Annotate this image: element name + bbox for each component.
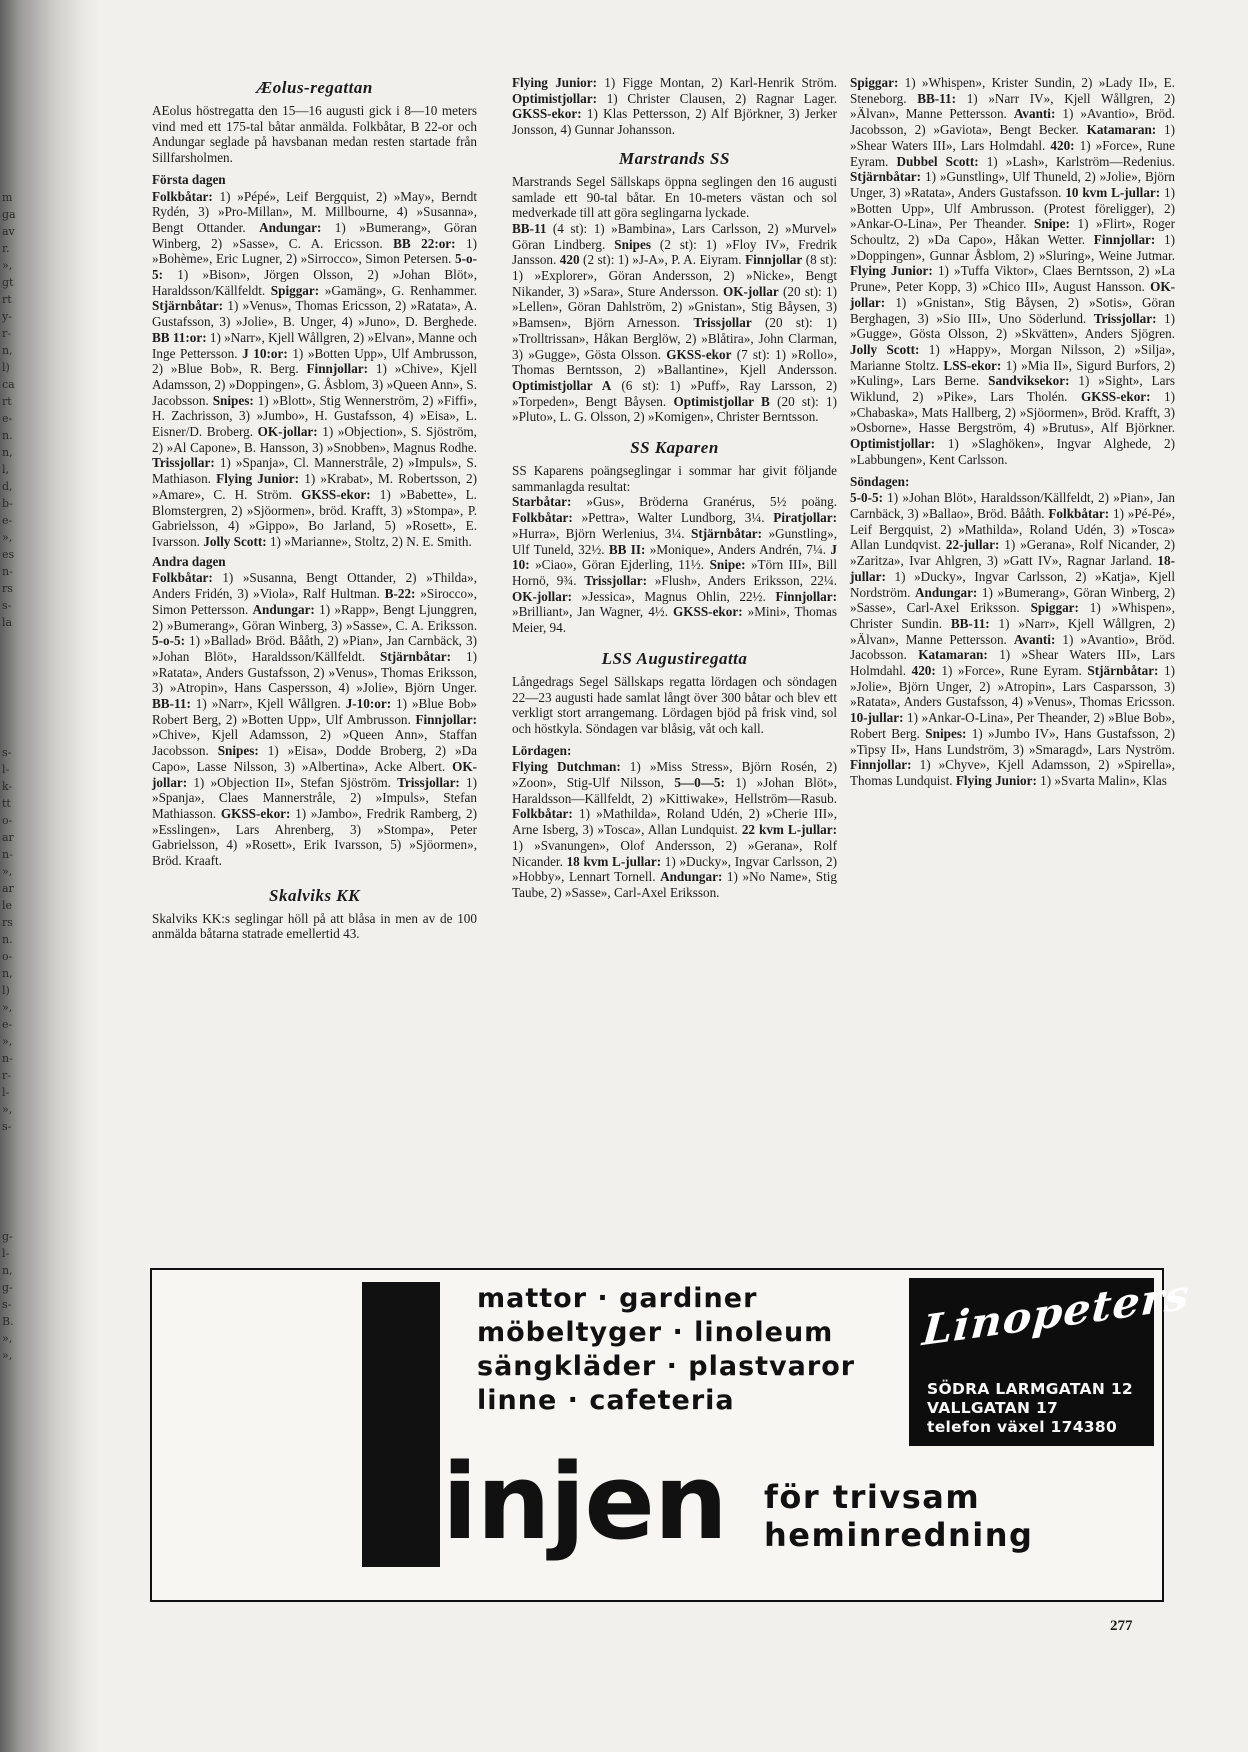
gutter-fragment: », <box>2 1103 13 1116</box>
class-label: Stjärnbåtar: <box>1087 663 1159 679</box>
gutter-fragment: o- <box>2 950 13 963</box>
class-results: 1) »Pépé», Leif Bergquist, 2) »May», Berndt Rydén, 3) »Pro-Millan», M. Millbourne, 4) »Susanna», Bengt Ottander. <box>152 188 477 235</box>
gutter-fragment: o- <box>2 814 13 827</box>
class-results: 1) »Shear Waters III», Lars Holmdahl. <box>850 122 1175 153</box>
gutter-fragment: l- <box>2 763 10 776</box>
class-label: 18-jullar: <box>850 553 1175 584</box>
class-results: »Gamäng», G. Renhammer. <box>319 282 477 298</box>
lss-saturday-continued <box>850 75 1175 468</box>
gutter-fragment: av <box>2 225 15 238</box>
lss-saturday-results <box>512 759 837 900</box>
class-label: Andungar: <box>660 869 723 885</box>
class-results: 1) »Force», Rune Eyram. <box>935 663 1088 679</box>
gutter-fragment: la <box>2 616 13 629</box>
class-label: GKSS-ekor: <box>673 604 743 620</box>
class-label: Flying Junior: <box>955 772 1037 788</box>
class-results: (20 st): 1) »Lellen», Göran Dahlström, 2) »Gnistan», Stig Båysen, 3) »Bamsen», Björn Arnesson. <box>512 283 837 331</box>
class-label: Optimistjollar B <box>673 393 770 409</box>
class-label: Snipes: <box>925 725 967 741</box>
class-results: 1) »Bison», Jörgen Olsson, 2) »Johan Blöt», Haraldsson/Källfeldt. <box>152 267 477 298</box>
class-results: 1) »Slaghöken», Ingvar Alghede, 2) »Labbungen», Kent Carlsson. <box>850 436 1175 467</box>
class-label: Trissjollar: <box>1093 310 1157 326</box>
class-results: »Pettra», Walter Lundborg, 3¼. <box>572 510 774 526</box>
class-label: 10 kvm L-jullar: <box>1065 184 1161 200</box>
class-results: »Gus», Bröderna Granérus, 5½ poäng. <box>571 494 837 510</box>
ad-linjen-word: injen <box>442 1441 727 1563</box>
gutter-fragment: l) <box>2 361 10 374</box>
ad-line-1: mattor · gardiner <box>477 1283 758 1314</box>
class-results: 1) »Botten Upp», Ulf Ambrusson, 2) »Blue Bob», R. Berg. <box>152 345 477 377</box>
class-results: »Ciao», Göran Ejderling, 11½. <box>529 557 710 573</box>
gutter-fragment: r- <box>2 1069 11 1082</box>
class-label: Sandviksekor: <box>988 373 1070 389</box>
class-label: 420 <box>559 252 580 268</box>
class-results: »Flush», Anders Eriksson, 22¼. <box>647 572 837 588</box>
class-results: 1) »Doppingen», Gunnar Åsblom, 2) »Sluring», Weine Jutmar. <box>850 232 1175 263</box>
class-results: 1) »Sight», Lars Wiklund, 2) »Pike», Lars Tholén. <box>850 373 1175 405</box>
class-results: (2 st): 1) »Floy IV», Fredrik Jansson. <box>512 236 837 268</box>
lss-intro: Långedrags Segel Sällskaps regatta lördagen och söndagen 22—23 augusti hade samlat långt över 300 båtar och blev ett verkligt stort arrangemang. Lördagen bjöd på frisk vind, sol och höstkyla. Söndagen var blåsig, våt och kall. <box>512 673 837 736</box>
class-results: 1) »Susanna, Bengt Ottander, 2) »Thilda», Anders Fridén, 3) »Viola», Ralf Hultman. <box>152 570 477 602</box>
heading-kaparen: SS Kaparen <box>630 438 719 458</box>
gutter-fragment: l) <box>2 984 10 997</box>
gutter-fragment: », <box>2 1035 13 1048</box>
class-label: BB II: <box>608 541 646 557</box>
class-results: »Monique», Anders Andrén, 7¼. <box>645 541 831 557</box>
class-results: 1) »Lash», Karlström—Redenius. <box>978 153 1176 169</box>
class-results: 1) »Rapp», Bengt Ljunggren, 2) »Bumerang», Göran Winberg, 3) »Sasse», C. A. Eriksson. <box>152 601 478 633</box>
class-label: Optimistjollar A <box>512 377 612 393</box>
class-label: BB-11 <box>512 220 547 236</box>
gutter-fragment: n- <box>2 565 13 578</box>
class-results: 1) »Spanja», Cl. Mannerstråle, 2) »Impuls», S. Mathiason. <box>152 455 477 487</box>
class-label: Snipes: <box>217 743 259 759</box>
gutter-fragment: ga <box>2 208 16 221</box>
gutter-fragment: l- <box>2 1247 10 1260</box>
class-label: Finnjollar <box>745 252 803 268</box>
class-results: 1) »Gnistan», Stig Båysen, 2) »Sotis», Göran Berghagen, 3) »Sio III», Uno Söderlund. <box>850 294 1175 326</box>
class-results: 1) »Chabaska», Mats Hallberg, 2) »Sjöormen», Bröd. Krafft, 3) »Osborne», Hasse Bergström, 4) »Brutus», Alf Björkner. <box>850 389 1175 436</box>
heading-skalviks: Skalviks KK <box>269 885 360 905</box>
class-results: 1) »Chyve», Kjell Adamsson, 2) »Spirella», Thomas Lundquist. <box>850 757 1175 788</box>
class-label: Finnjollar: <box>1093 232 1156 248</box>
class-label: Spiggar: <box>850 75 899 90</box>
class-results: 1) »Narr», Kjell Wållgren. <box>190 696 346 712</box>
class-results: 1) »No Name», Stig Taube, 2) »Sasse», Carl-Axel Eriksson. <box>512 869 837 900</box>
class-results: 1) »Johan Blöt», Haraldsson/Källfeldt, 2) »Pian», Jan Carnbäck, 3) »Ballao», Bröd. Bååth. <box>850 490 1175 521</box>
class-results: 1) »Botten Upp», Ulf Ambrusson. (Protest föreligger), 2) »Ankar-O-Lina», Per Theander. <box>850 184 1175 232</box>
class-results: 1) »Shear Waters III», Lars Holmdahl. <box>850 647 1175 679</box>
gutter-fragment: e- <box>2 514 13 527</box>
class-label: Spiggar: <box>270 282 320 298</box>
gutter-fragment: k- <box>2 780 13 793</box>
class-results: 1) »Whispen», Christer Sundin. <box>850 600 1175 631</box>
class-results: 1) »Krabat», M. Robertsson, 2) »Amare», C. H. Ström. <box>152 471 478 502</box>
gutter-fragment: n, <box>2 1264 13 1277</box>
gutter-fragment: b- <box>2 497 13 510</box>
class-label: Finnjollar: <box>306 361 369 377</box>
gkss-continued-results <box>512 75 837 138</box>
gutter-fragment: n- <box>2 848 13 861</box>
gutter-fragment: d, <box>2 480 13 493</box>
class-label: OK-jollar: <box>512 588 573 604</box>
class-results: (7 st): 1) »Rollo», Thomas Berntsson, 2) »Ballantine», Kjell Andersson. <box>512 346 837 378</box>
class-results: 1) »Avantio», Bröd. Jacobsson, 2) »Gaviota», Bengt Becker. <box>850 106 1175 138</box>
class-results: »Brilliant», Jan Wagner, 4½. <box>512 604 673 620</box>
gutter-fragment: es <box>2 548 15 561</box>
class-label: GKSS-ekor: <box>301 486 371 502</box>
class-results: 1) »Objection II», Stefan Sjöström. <box>187 774 398 790</box>
class-label: Jolly Scott: <box>203 533 267 549</box>
class-results: 1) »Chive», Kjell Adamsson, 2) »Doppingen», G. Åsblom, 3) »Queen Ann», S. Jacobsson. <box>152 361 477 408</box>
class-results: 1) Figge Montan, 2) Karl-Henrik Ström. <box>596 75 838 90</box>
class-label: B-22: <box>384 586 416 602</box>
class-results: »Sirocco», Simon Pettersson. <box>152 586 477 617</box>
class-results: 1) »Blue Bob» Robert Berg, 2) »Botten Upp», Ulf Ambrusson. <box>152 696 477 727</box>
class-results: »Chive», Kjell Adamsson, 2) »Queen Ann», Staffan Jacobsson. <box>152 727 477 759</box>
class-label: Stjärnbåtar: <box>690 525 763 541</box>
class-results: 1) »Bumerang», Göran Winberg, 2) »Sasse», C. A. Ericsson. <box>152 219 477 251</box>
class-results: 1) »Marianne», Stoltz, 2) N. E. Smith. <box>266 533 472 549</box>
class-results: 1) »Narr», Kjell Wållgren, 2) »Elvan», Manne och Inge Pettersson. <box>152 329 478 361</box>
class-label: 18 kvm L-jullar: <box>566 853 662 869</box>
class-label: Snipe: <box>1034 216 1070 232</box>
gutter-fragment: s- <box>2 1298 12 1311</box>
class-results: 1) »Babette», L. Blomstergren, 2) »Sjöormen», bröd. Krafft, 3) »Stompa», P. Gabrielsson, 4) »Gippo», Bo Jarland, 5) »Rosett», E. Ivarsson. <box>152 486 477 549</box>
class-label: Folkbåtar: <box>1048 505 1110 521</box>
class-results: 1) »Jambo», Fredrik Ramberg, 2) »Esslingen», Lars Ahrenberg, 3) »Stompa», Peter Gabrielsson, 4) »Rosett», Erik Ivarsson, 5) »Sjöormen», Bröd. Kraaft. <box>152 805 478 869</box>
class-label: Stjärnbåtar: <box>850 169 922 185</box>
aeolus-day2-results <box>152 570 477 868</box>
gutter-fragment: s- <box>2 1120 12 1133</box>
class-label: Starbåtar: <box>512 494 572 510</box>
class-label: BB-11: <box>917 90 957 106</box>
class-results: 1) »Force», Rune Eyram. <box>850 137 1175 169</box>
linopeters-box <box>909 1270 1192 1446</box>
class-label: Finnjollar: <box>775 588 837 604</box>
class-label: 10-jullar: <box>850 710 904 726</box>
subheading-saturday: Lördagen: <box>512 742 572 758</box>
heading-lss-augustiregatta: LSS Augustiregatta <box>601 648 748 668</box>
gutter-fragment: », <box>2 531 13 544</box>
class-label: Avanti: <box>1013 106 1056 122</box>
class-label: BB 22:or: <box>393 235 456 251</box>
gutter-fragment: », <box>2 1349 13 1362</box>
class-label: Andungar: <box>915 584 978 600</box>
class-label: Finnjollar: <box>850 757 912 773</box>
class-results: 1) »Mia II», Sigurd Burfors, 2) »Kuling», Lars Berne. <box>850 357 1175 389</box>
page-number: 277 <box>1110 1618 1133 1634</box>
class-results: 1) »Miss Stress», Björn Rosén, 2) »Zoon», Stig-Ulf Nilsson, <box>512 759 838 791</box>
class-label: Jolly Scott: <box>850 341 920 357</box>
subheading-second-day: Andra dagen <box>152 553 226 569</box>
gutter-fragment: n. <box>2 429 13 442</box>
class-results: 1) »Bohème», Eric Lugner, 2) »Sirrocco», Simon Petersen. <box>152 235 477 267</box>
gutter-fragment: n- <box>2 1052 13 1065</box>
class-label: OK-jollar: <box>850 279 1175 310</box>
class-label: Andungar: <box>259 219 322 235</box>
class-results: (20 st): 1) »Pluto», L. G. Olsson, 2) »Komigen», Christer Berntsson. <box>512 393 837 425</box>
gutter-fragment: ar <box>2 831 14 844</box>
kaparen-intro: SS Kaparens poängseglingar i sommar har givit följande sammanlagda resultat: <box>512 463 837 494</box>
class-results: 1) »Gunstling», Ulf Thuneld, 2) »Jolie», Björn Unger, 3) »Ratata», Anders Gustafsson. <box>850 169 1175 200</box>
aeolus-intro: AEolus höstregatta den 15—16 augusti gick i 8—10 meters vind med ett 175-tal båtar anmälda. Folkbåtar, B 22-or och Andungar seglade på havsbanan medan resten startade från Sillfarsholmen. <box>152 103 477 166</box>
gutter-fragment: », <box>2 1332 13 1345</box>
gutter-fragment: n. <box>2 933 13 946</box>
address-line-1: SÖDRA LARMGATAN 12 <box>927 1380 1133 1398</box>
gutter-fragment: s- <box>2 599 12 612</box>
class-label: J 10: <box>512 541 838 573</box>
class-label: OK-jollar: <box>257 424 318 440</box>
class-label: Folkbåtar: <box>152 570 213 586</box>
class-results: 1) »Tuffa Viktor», Claes Berntsson, 2) »La Prune», Peter Kopp, 3) »Chico III», August Hansson. <box>850 263 1175 295</box>
linopeters-logo: Linopeters <box>920 1270 1192 1355</box>
class-label: 420: <box>911 663 936 679</box>
class-label: Folkbåtar: <box>152 188 213 204</box>
class-results: 1) »Ballad» Bröd. Bååth, 2) »Pian», Jan Carnbäck, 3) »Johan Blöt», Haraldsson/Källfeldt. <box>152 633 477 664</box>
gutter-fragment: r- <box>2 327 11 340</box>
class-label: Trissjollar: <box>397 774 460 790</box>
class-results: »Törn III», Bill Hornö, 9¾. <box>512 557 837 588</box>
phone-line: telefon växel 174380 <box>927 1418 1118 1436</box>
class-label: Spiggar: <box>1030 600 1079 616</box>
ad-line-4: linne · cafeteria <box>477 1385 735 1416</box>
class-label: 5—0—5: <box>674 775 725 791</box>
class-results: 1) »Spanja», Claes Mannerstråle, 2) »Impuls», Stefan Mathiasson. <box>152 774 477 821</box>
class-label: Folkbåtar: <box>512 510 573 526</box>
class-label: BB 11:or: <box>152 329 207 345</box>
class-results: 1) Christer Clausen, 2) Ragnar Lager. <box>596 90 837 106</box>
gutter-fragment: tt <box>2 797 11 810</box>
class-label: Andungar: <box>252 601 315 617</box>
class-results: »Gunstling», Ulf Tuneld, 32½. <box>512 525 837 557</box>
ad-line-3: sängkläder · plastvaror <box>477 1351 856 1382</box>
class-results: »Hurra», Björn Werlenius, 3¼. <box>512 525 691 541</box>
class-label: 5-o-5: <box>152 633 185 649</box>
class-label: 22 kvm L-jullar: <box>741 822 838 838</box>
gutter-fragment: g- <box>2 1230 13 1243</box>
class-results: 1) »Eisa», Dodde Broberg, 2) »Da Capo», Lasse Nilsson, 3) »Albertina», Acke Albert. <box>152 743 477 774</box>
linjen-advertisement <box>150 1268 1192 1602</box>
class-results: 1) »Narr», Kjell Wållgren, 2) »Älvan», Manne Pettersson. <box>850 615 1175 647</box>
class-label: GKSS-ekor: <box>512 106 582 122</box>
gutter-fragment: ar <box>2 882 14 895</box>
class-results: 1) »Johan Blöt», Haraldsson—Källfeldt, 2) »Kittiwake», Hellström—Rasub. <box>512 775 837 806</box>
gutter-fragment: gt <box>2 276 14 289</box>
class-label: OK-jollar <box>723 283 779 299</box>
kaparen-results <box>512 494 837 635</box>
gutter-fragment: B. <box>2 1315 14 1328</box>
class-label: J-10:or: <box>345 696 392 712</box>
class-results: »Mini», Thomas Meier, 94. <box>512 604 837 636</box>
class-results: 1) »Ducky», Ingvar Carlsson, 2) »Hobby», Lennart Tornell. <box>512 853 837 885</box>
class-results: (6 st): 1) »Puff», Ray Larsson, 2) »Torpeden», Bengt Båysen. <box>512 377 838 409</box>
class-results: 1) »Mathilda», Roland Udén, 2) »Cherie III», Arne Isberg, 3) »Tosca», Allan Lundquist. <box>512 806 837 838</box>
class-results: 1) »Ducky», Ingvar Carlsson, 2) »Katja», Kjell Nordström. <box>850 568 1175 600</box>
class-results: 1) »Ankar-O-Lina», Per Theander, 2) »Blue Bob», Robert Berg. <box>850 710 1175 741</box>
class-results: 1) »Pé-Pé», Leif Bergquist, 2) »Mathilda», Roland Udén, 3) »Tosca» Allan Lundqvist. <box>850 505 1175 553</box>
class-results: 1) »Bumerang», Göran Winberg, 2) »Sasse», Carl-Axel Eriksson. <box>850 584 1175 616</box>
gutter-fragment: s- <box>2 746 12 759</box>
gutter-fragment: ca <box>2 378 15 391</box>
class-label: Flying Junior: <box>216 471 300 487</box>
class-label: Katamaran: <box>1086 122 1157 138</box>
class-results: 1) »Jumbo IV», Hans Gustafsson, 2) »Tipsy II», Hans Lundström, 3) »Smaragd», Lars Nyström. <box>850 725 1175 757</box>
marstrands-results <box>512 221 837 425</box>
gutter-fragment: y- <box>2 310 12 323</box>
class-label: J 10:or: <box>242 345 288 361</box>
ad-slogan-line-2: heminredning <box>764 1516 1034 1554</box>
class-label: Snipes: <box>212 392 254 408</box>
class-label: Finnjollar: <box>415 711 477 727</box>
class-label: GKSS-ekor <box>666 346 732 362</box>
class-label: LSS-ekor: <box>943 357 1002 373</box>
gutter-fragment: l- <box>2 1086 10 1099</box>
class-label: Stjärnbåtar: <box>152 298 224 314</box>
address-line-2: VALLGATAN 17 <box>927 1399 1059 1417</box>
class-results: 1) »Flirt», Roger Schoultz, 2) »Da Capo», Håkan Wetter. <box>850 216 1175 248</box>
class-label: Trissjollar <box>693 315 752 331</box>
class-label: BB-11: <box>950 615 990 631</box>
class-label: 5-0-5: <box>850 490 883 506</box>
column-1 <box>152 75 477 942</box>
class-results: 1) »Happy», Morgan Nilsson, 2) »Silja», Marianne Stoltz. <box>850 341 1175 373</box>
lss-sunday-results <box>850 490 1175 788</box>
class-results: 1) »Gerana», Rolf Nicander, 2) »Zaritza», Ivar Ahlgren, 3) »Gatt IV», Ragnar Jarland. <box>850 537 1175 569</box>
gutter-fragment: rs <box>2 582 13 595</box>
column-3 <box>850 75 1175 789</box>
column-2 <box>512 75 837 901</box>
ad-slogan-line-1: för trivsam <box>764 1478 981 1516</box>
class-results: (4 st): 1) »Bambina», Lars Carlsson, 2) »Murvel» Göran Lindberg. <box>512 220 837 252</box>
class-label: BB-11: <box>152 696 191 712</box>
class-label: Optimistjollar: <box>512 90 597 106</box>
gutter-fragment: m <box>2 191 13 204</box>
class-label: Katamaran: <box>918 647 988 663</box>
class-label: OK-jollar: <box>152 758 477 790</box>
gutter-fragment: e- <box>2 412 13 425</box>
class-label: Folkbåtar: <box>512 806 573 822</box>
class-label: 420: <box>1050 137 1075 153</box>
class-results: (20 st): 1) »Trolltrissan», Håkan Berglöw, 2) »Blåtira», John Clarman, 3) »Gugge», Gösta Olsson. <box>512 315 837 362</box>
class-label: Stjärnbåtar: <box>379 648 452 664</box>
class-label: Piratjollar: <box>773 510 837 526</box>
class-label: Snipes <box>614 236 651 252</box>
gutter-fragment: r. <box>2 242 10 255</box>
aeolus-day1-results <box>152 189 477 550</box>
heading-marstrands: Marstrands SS <box>619 148 730 168</box>
gutter-fragment: e- <box>2 1018 13 1031</box>
gutter-fragment: n, <box>2 446 13 459</box>
class-label: Snipe: <box>709 557 746 573</box>
heading-aeolus: Æolus-regattan <box>256 78 373 97</box>
gutter-fragment: », <box>2 1001 13 1014</box>
class-label: Trissjollar: <box>584 572 648 588</box>
class-results: 1) »Blott», Stig Wennerström, 2) »Fiffi», H. Zachrisson, 3) »Jumbo», H. Gustafsson, 4) »Eisa», L. Eisner/D. Broberg. <box>152 392 477 440</box>
class-results: 1) »Narr IV», Kjell Wållgren, 2) »Älvan», Manne Pettersson. <box>850 90 1175 122</box>
class-results: 1) »Svanungen», Olof Andersson, 2) »Gerana», Rolf Nicander. <box>512 837 837 869</box>
gutter-fragment: l, <box>2 463 10 476</box>
class-label: Flying Junior: <box>512 75 597 90</box>
gutter-fragment: rs <box>2 916 13 929</box>
class-results: 1) »Gugge», Gösta Olsson, 2) »Skvätten», Anders Sjögren. <box>850 310 1175 342</box>
class-label: Trissjollar: <box>152 455 215 471</box>
class-label: GKSS-ekor: <box>220 805 291 821</box>
gutter-fragment: n, <box>2 967 13 980</box>
gutter-fragment: n, <box>2 344 13 357</box>
class-label: Optimistjollar: <box>850 436 935 452</box>
gutter-fragment: rt <box>2 395 12 408</box>
class-label: Dubbel Scott: <box>896 153 979 169</box>
gutter-fragment: rt <box>2 293 12 306</box>
class-results: 1) »Objection», S. Sjöström, 2) »Al Capone», B. Hansson, 3) »Snobben», Magnus Rodhe. <box>152 424 477 455</box>
class-results: 1) »Jolie», Björn Unger, 2) »Atropin», Lars Casparsson, 3) »Ratata», Anders Gustafsson, 4) »Venus», Thomas Ericsson. <box>850 663 1175 710</box>
class-results: 1) »Venus», Thomas Ericsson, 2) »Ratata», A. Gustafsson, 3) »Jolie», B. Unger, 4) »Juno», D. Berghede. <box>152 298 477 330</box>
marstrands-intro: Marstrands Segel Sällskaps öppna seglingen den 16 augusti samlade ett 90-tal båtar. En 10-meters västan och sol medverkade till att göra seglingarna lyckade. <box>512 173 837 221</box>
class-results: 1) Klas Pettersson, 2) Alf Björkner, 3) Jerker Jonsson, 4) Gunnar Johansson. <box>512 106 837 138</box>
class-label: Avanti: <box>1013 631 1056 647</box>
gutter-fragment: », <box>2 865 13 878</box>
class-label: Flying Dutchman: <box>512 759 621 775</box>
class-results: (8 st): 1) »Explorer», Göran Andersson, 2) »Nicke», Bengt Nikander, 3) »Sara», Sture Andersson. <box>512 252 837 299</box>
class-results: 1) »Ratata», Anders Gustafsson, 2) »Venus», Thomas Eriksson, 3) »Atropin», Hans Caspersson, 4) »Jolie», Björn Unger. <box>152 648 477 696</box>
class-results: 1) »Svarta Malin», Klas <box>1036 772 1167 788</box>
class-label: 22-jullar: <box>945 537 1000 553</box>
gutter-fragment: », <box>2 259 13 272</box>
class-label: GKSS-ekor: <box>1080 389 1151 405</box>
class-label: Flying Junior: <box>850 263 933 279</box>
class-label: 5-o-5: <box>152 251 477 283</box>
gutter-fragment: le <box>2 899 13 912</box>
subheading-first-day: Första dagen <box>152 171 226 187</box>
skalviks-text: Skalviks KK:s seglingar höll på att blåsa in men av de 100 anmälda båtarna statrade emellertid 43. <box>152 910 477 942</box>
class-results: »Jessica», Magnus Ohlin, 22½. <box>572 588 776 604</box>
class-results: 1) »Whispen», Krister Sundin, 2) »Lady II», E. Steneborg. <box>850 75 1175 106</box>
ad-line-2: möbeltyger · linoleum <box>477 1317 834 1348</box>
class-results: 1) »Avantio», Bröd. Jacobsson. <box>850 631 1175 663</box>
class-results: (2 st): 1) »J-A», P. A. Eiyram. <box>579 252 746 268</box>
subheading-sunday: Söndagen: <box>850 473 910 489</box>
gutter-fragment: g- <box>2 1281 13 1294</box>
